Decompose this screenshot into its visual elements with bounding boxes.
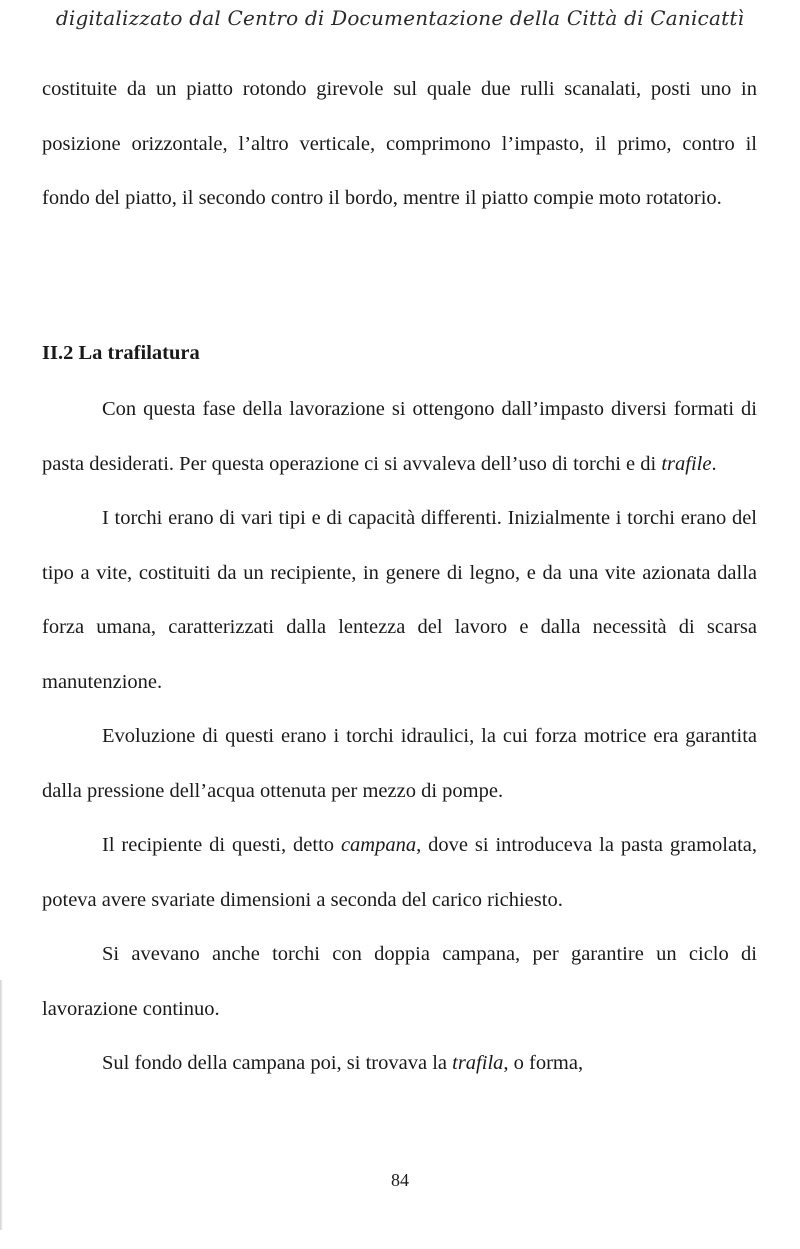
text-run: . [711,452,717,475]
section-heading: II.2 La trafilatura [42,342,200,364]
paragraph-torchi-types: I torchi erano di vari tipi e di capacità differenti. Inizialmente i torchi erano del tipo a vite, costituiti da un recipiente, in genere di legno, e da una vite azionata dalla forza umana, caratterizzati dalla lentezza del lavoro e dalla necessità di scarsa manutenzione. [42,507,757,693]
italic-term-campana: campana [340,834,417,856]
binding-shadow [0,980,3,1230]
page-number: 84 [391,1170,409,1190]
digitization-watermark: digitalizzato dal Centro di Documentazione della Città di Canicattì [55,6,745,30]
italic-term-trafile: trafile [661,452,712,475]
paragraph-trafilatura-intro [42,382,757,491]
text-run: , o forma, [503,1052,584,1074]
paragraph-doppia-campana: Si avevano anche torchi con doppia campana, per garantire un ciclo di lavorazione continuo. [42,943,757,1020]
paragraph-trafila [42,1036,757,1091]
text-run: , dove si introduceva la pasta gramolata, poteva avere svariate dimensioni a seconda del carico richiesto. [42,834,757,911]
paragraph-continued: costituite da un piatto rotondo girevole sul quale due rulli scanalati, posti uno in posizione orizzontale, l’altro verticale, comprimono l’impasto, il primo, contro il fondo del piatto, il secondo contro il bordo, mentre il piatto compie moto rotatorio. [42,78,757,209]
paragraph-campana [42,818,757,927]
paragraph-torchi-idraulici: Evoluzione di questi erano i torchi idraulici, la cui forza motrice era garantita dalla pressione dell’acqua ottenuta per mezzo di pompe. [42,725,757,802]
text-run: Sul fondo della campana poi, si trovava la [102,1052,453,1074]
text-run: Il recipiente di questi, detto [102,834,341,856]
italic-term-trafila: trafila [452,1052,504,1074]
continued-paragraph-block [42,62,757,226]
text-run: Con questa fase della lavorazione si ottengono dall’impasto diversi formati di pasta desiderati. Per questa operazione ci si avvaleva dell’uso di torchi e di [42,398,757,475]
section-body [42,382,757,1091]
